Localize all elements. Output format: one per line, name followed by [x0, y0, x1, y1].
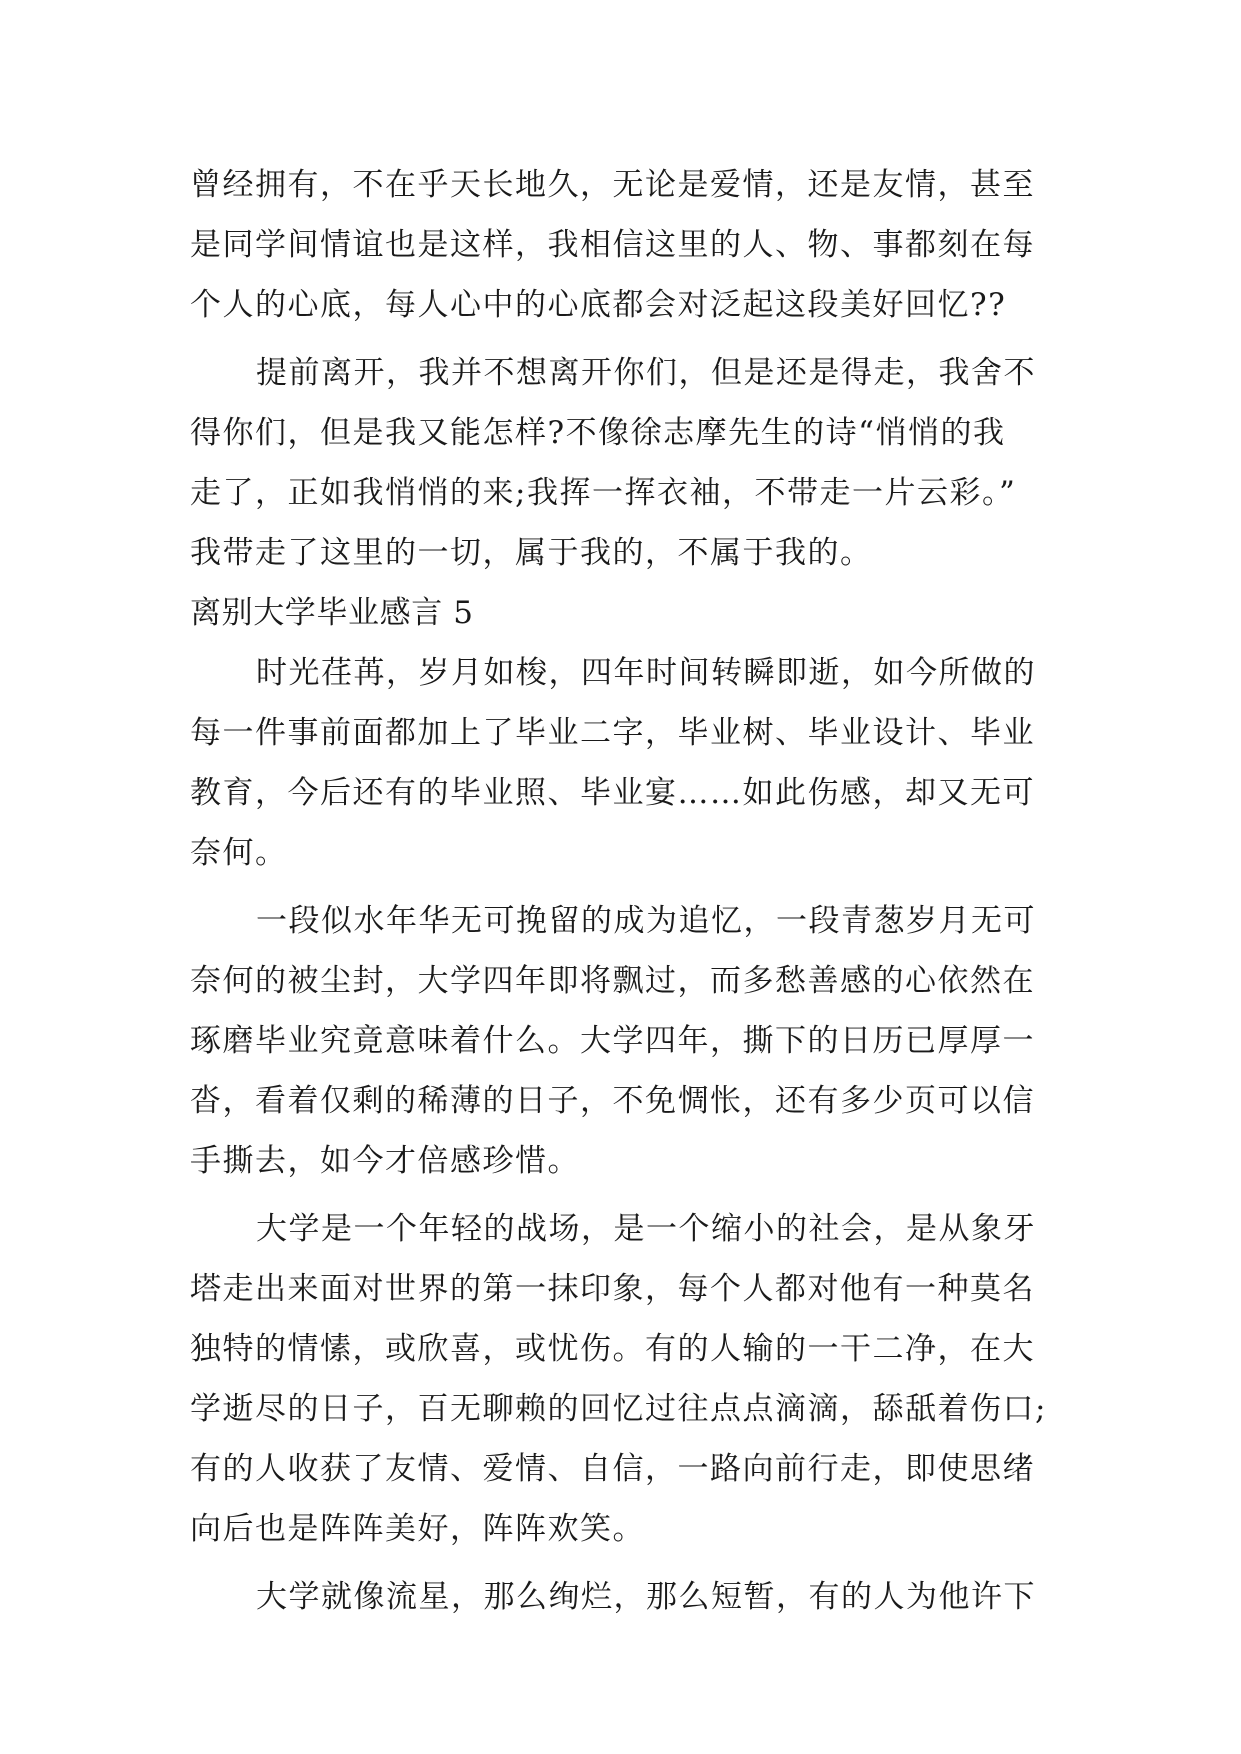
text-line: 教育，今后还有的毕业照、毕业宴……如此伤感，却又无可 — [190, 775, 1035, 811]
text-line: 独特的情愫，或欣喜，或忧伤。有的人输的一干二净，在大 — [190, 1331, 1035, 1367]
document-body — [190, 155, 1050, 1627]
paragraph — [190, 1567, 1050, 1627]
text-line: 沓，看着仅剩的稀薄的日子，不免惆怅，还有多少页可以信 — [190, 1083, 1035, 1119]
paragraph — [190, 1199, 1050, 1559]
text-line: 是同学间情谊也是这样，我相信这里的人、物、事都刻在每 — [190, 227, 1035, 263]
text-line: 得你们，但是我又能怎样?不像徐志摩先生的诗“悄悄的我 — [190, 415, 1006, 451]
paragraph — [190, 643, 1050, 883]
text-line: 大学是一个年轻的战场，是一个缩小的社会，是从象牙 — [256, 1211, 1036, 1247]
text-line: 学逝尽的日子，百无聊赖的回忆过往点点滴滴，舔舐着伤口; — [190, 1391, 1047, 1427]
text-line: 个人的心底，每人心中的心底都会对泛起这段美好回忆?? — [190, 287, 1007, 323]
section-heading: 离别大学毕业感言 5 — [190, 595, 474, 631]
text-line: 每一件事前面都加上了毕业二字，毕业树、毕业设计、毕业 — [190, 715, 1035, 751]
text-line: 奈何的被尘封，大学四年即将飘过，而多愁善感的心依然在 — [190, 963, 1035, 999]
paragraph — [190, 155, 1050, 335]
text-line: 琢磨毕业究竟意味着什么。大学四年，撕下的日历已厚厚一 — [190, 1023, 1035, 1059]
text-line: 向后也是阵阵美好，阵阵欢笑。 — [190, 1511, 645, 1547]
text-line: 提前离开，我并不想离开你们，但是还是得走，我舍不 — [256, 355, 1036, 391]
text-line: 一段似水年华无可挽留的成为追忆，一段青葱岁月无可 — [256, 903, 1036, 939]
text-line: 走了，正如我悄悄的来;我挥一挥衣袖，不带走一片云彩。” — [190, 475, 1017, 511]
text-line: 手撕去，如今才倍感珍惜。 — [190, 1143, 580, 1179]
text-line: 时光荏苒，岁月如梭，四年时间转瞬即逝，如今所做的 — [256, 655, 1036, 691]
text-line: 大学就像流星，那么绚烂，那么短暂，有的人为他许下 — [256, 1579, 1036, 1615]
paragraph — [190, 343, 1050, 583]
paragraph — [190, 891, 1050, 1191]
text-line: 奈何。 — [190, 835, 288, 871]
text-line: 曾经拥有，不在乎天长地久，无论是爱情，还是友情，甚至 — [190, 167, 1035, 203]
text-line: 有的人收获了友情、爱情、自信，一路向前行走，即使思绪 — [190, 1451, 1035, 1487]
text-line: 我带走了这里的一切，属于我的，不属于我的。 — [190, 535, 873, 571]
text-line: 塔走出来面对世界的第一抹印象，每个人都对他有一种莫名 — [190, 1271, 1035, 1307]
